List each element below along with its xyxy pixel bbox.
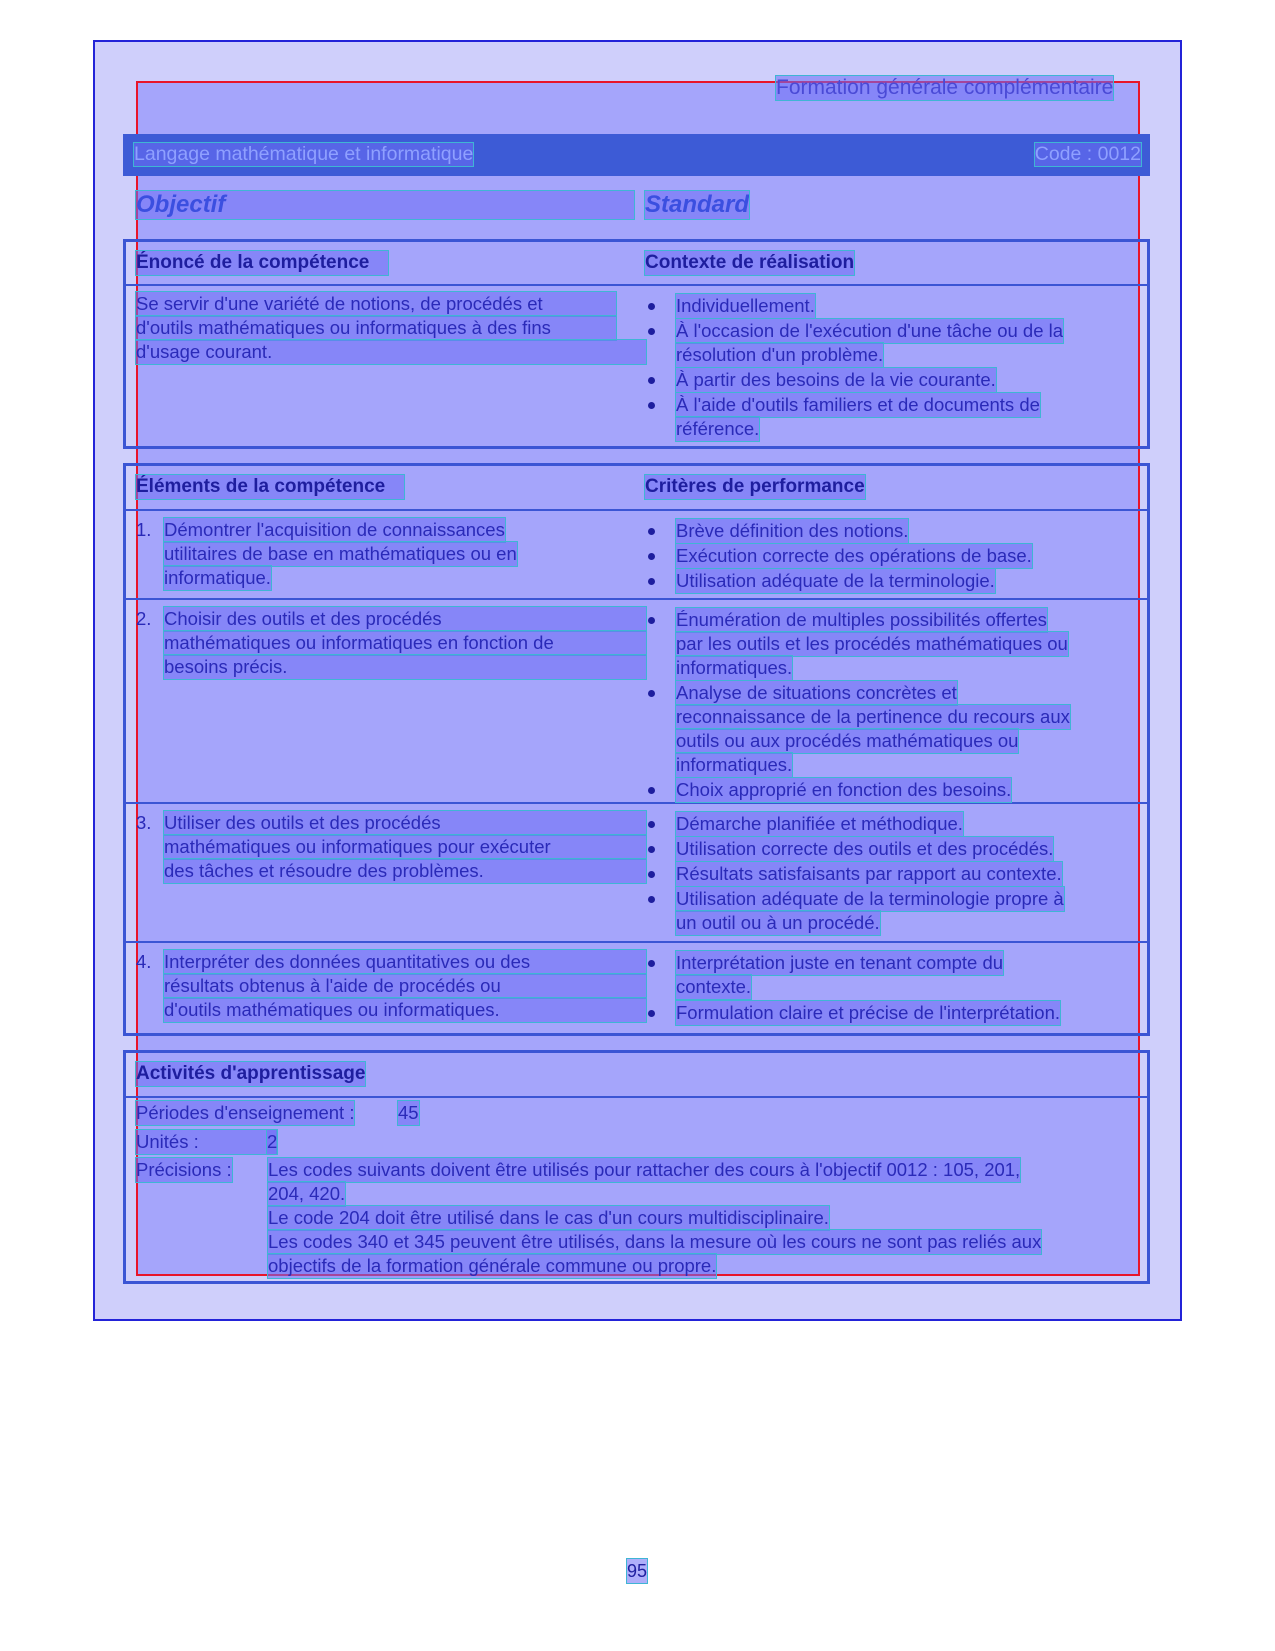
element-number: 1. xyxy=(136,519,152,540)
periodes-label: Périodes d'enseignement : xyxy=(136,1102,355,1123)
critere-item: informatiques. xyxy=(676,754,793,775)
bullet-icon xyxy=(648,328,655,335)
enonce-line: d'usage courant. xyxy=(136,340,646,364)
enonce-line: d'outils mathématiques ou informatiques à des fins xyxy=(136,316,616,340)
critere-item: informatiques. xyxy=(676,657,793,678)
element-line: Démontrer l'acquisition de connaissances xyxy=(164,519,505,540)
precisions-line: 204, 420. xyxy=(268,1183,346,1204)
divider xyxy=(126,802,1147,804)
critere-item: Interprétation juste en tenant compte du xyxy=(676,952,1004,973)
critere-item: Utilisation correcte des outils et des procédés. xyxy=(676,838,1054,859)
standard-heading: Standard xyxy=(645,191,750,218)
critere-item: Analyse de situations concrètes et xyxy=(676,682,957,703)
course-code: Code : 0012 xyxy=(1034,143,1141,165)
element-line: Interpréter des données quantitatives ou des xyxy=(164,950,646,974)
bullet-icon xyxy=(648,528,655,535)
bullet-icon xyxy=(648,871,655,878)
element-line: besoins précis. xyxy=(164,655,646,679)
enonce-heading: Énoncé de la compétence xyxy=(136,251,388,275)
precisions-line: Les codes 340 et 345 peuvent être utilisés, dans la mesure où les cours ne sont pas reliés aux xyxy=(268,1231,1042,1252)
title-bar xyxy=(123,134,1150,176)
critere-item: Utilisation adéquate de la terminologie. xyxy=(676,570,995,591)
element-number: 3. xyxy=(136,812,152,833)
bullet-icon xyxy=(648,896,655,903)
bullet-icon xyxy=(648,377,655,384)
bullet-icon xyxy=(648,553,655,560)
element-line: Choisir des outils et des procédés xyxy=(164,607,646,631)
bullet-icon xyxy=(648,846,655,853)
bullet-icon xyxy=(648,787,655,794)
activites-heading: Activités d'apprentissage xyxy=(136,1063,366,1084)
element-line: mathématiques ou informatiques en fonction de xyxy=(164,631,646,655)
contexte-item: À l'aide d'outils familiers et de documents de xyxy=(676,394,1040,415)
element-line: d'outils mathématiques ou informatiques. xyxy=(164,998,646,1022)
enonce-line: Se servir d'une variété de notions, de procédés et xyxy=(136,292,616,316)
precisions-label: Précisions : xyxy=(136,1159,232,1180)
critere-item: Formulation claire et précise de l'interprétation. xyxy=(676,1002,1060,1023)
critere-item: Énumération de multiples possibilités offertes xyxy=(676,609,1047,630)
divider xyxy=(126,598,1147,600)
element-number: 4. xyxy=(136,951,152,972)
bullet-icon xyxy=(648,821,655,828)
contexte-item: référence. xyxy=(676,418,760,439)
divider xyxy=(126,284,1147,286)
element-line: des tâches et résoudre des problèmes. xyxy=(164,859,646,883)
divider xyxy=(126,1096,1147,1098)
precisions-line: Le code 204 doit être utilisé dans le cas d'un cours multidisciplinaire. xyxy=(268,1207,829,1228)
contexte-item: Individuellement. xyxy=(676,295,815,316)
course-title: Langage mathématique et informatique xyxy=(134,143,474,165)
element-line: utilitaires de base en mathématiques ou en xyxy=(164,543,517,564)
criteres-heading: Critères de performance xyxy=(645,476,865,497)
bullet-icon xyxy=(648,960,655,967)
critere-item: Utilisation adéquate de la terminologie propre à xyxy=(676,888,1064,909)
bullet-icon xyxy=(648,402,655,409)
divider xyxy=(126,509,1147,511)
critere-item: Choix approprié en fonction des besoins. xyxy=(676,779,1012,800)
unites-value: 2 xyxy=(267,1131,278,1152)
bullet-icon xyxy=(648,690,655,697)
critere-item: Brève définition des notions. xyxy=(676,520,909,541)
element-line: mathématiques ou informatiques pour exécuter xyxy=(164,835,646,859)
contexte-heading: Contexte de réalisation xyxy=(645,252,855,273)
divider xyxy=(126,941,1147,943)
precisions-line: Les codes suivants doivent être utilisés pour rattacher des cours à l'objectif 0012 : 105, 201, xyxy=(268,1159,1021,1180)
critere-item: un outil ou à un procédé. xyxy=(676,912,880,933)
contexte-item: À partir des besoins de la vie courante. xyxy=(676,369,996,390)
element-line: résultats obtenus à l'aide de procédés ou xyxy=(164,974,646,998)
precisions-line: objectifs de la formation générale commune ou propre. xyxy=(268,1255,717,1276)
critere-item: Résultats satisfaisants par rapport au contexte. xyxy=(676,863,1062,884)
element-line: Utiliser des outils et des procédés xyxy=(164,811,646,835)
page-number: 95 xyxy=(627,1561,648,1581)
periodes-value: 45 xyxy=(398,1102,419,1123)
bullet-icon xyxy=(648,1010,655,1017)
element-number: 2. xyxy=(136,608,152,629)
critere-item: Démarche planifiée et méthodique. xyxy=(676,813,963,834)
bullet-icon xyxy=(648,578,655,585)
unites-label: Unités : xyxy=(136,1130,276,1154)
bullet-icon xyxy=(648,303,655,310)
contexte-item: À l'occasion de l'exécution d'une tâche ou de la xyxy=(676,320,1064,341)
critere-item: reconnaissance de la pertinence du recours aux xyxy=(676,706,1070,727)
critere-item: par les outils et les procédés mathématiques ou xyxy=(676,633,1068,654)
elements-heading: Éléments de la compétence xyxy=(136,475,404,499)
contexte-item: résolution d'un problème. xyxy=(676,344,884,365)
objectif-heading: Objectif xyxy=(136,191,634,219)
critere-item: contexte. xyxy=(676,976,752,997)
critere-item: Exécution correcte des opérations de base. xyxy=(676,545,1032,566)
element-line: informatique. xyxy=(164,567,271,588)
critere-item: outils ou aux procédés mathématiques ou xyxy=(676,730,1019,751)
bullet-icon xyxy=(648,617,655,624)
formation-label: Formation générale complémentaire xyxy=(776,76,1114,99)
